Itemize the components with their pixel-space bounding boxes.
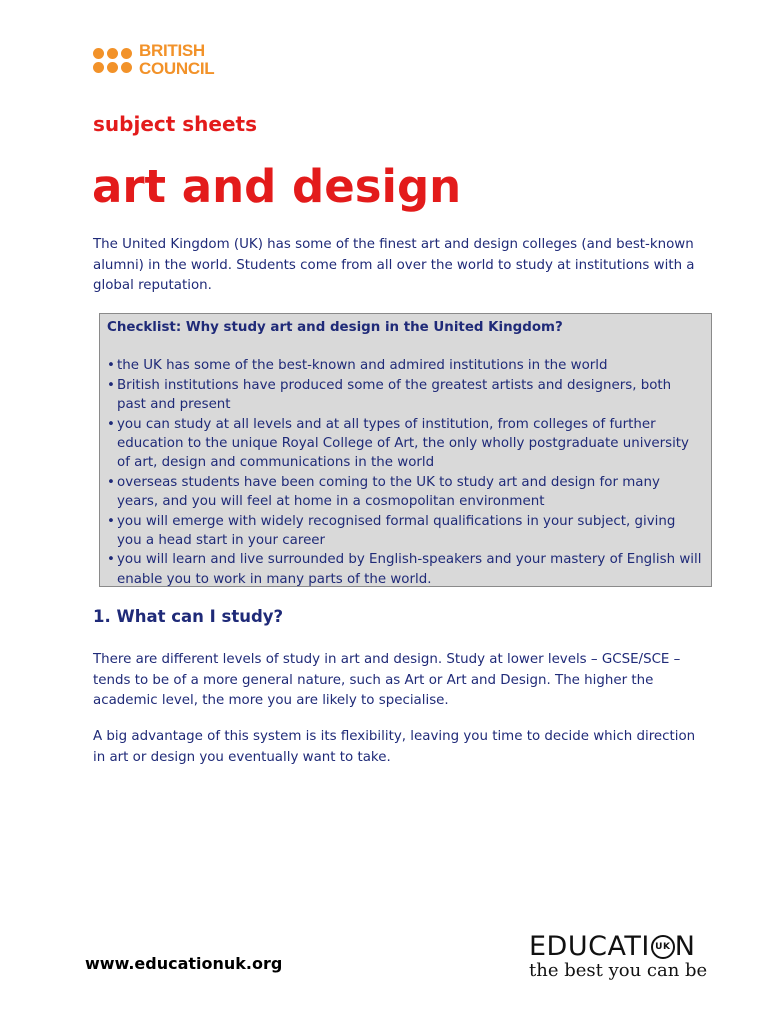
checklist-box	[99, 313, 712, 587]
section-paragraph: A big advantage of this system is its flexibility, leaving you time to decide which direction in art or design you eventually want to take.	[93, 729, 696, 765]
section-paragraph: There are different levels of study in art and design. Study at lower levels – GCSE/SCE – tends to be of a more general nature, such as Art or Art and Design. The higher the academic level, the more you are likely to specialise.	[93, 652, 681, 708]
list-item: • you will learn and live surrounded by English-speakers and your mastery of English will enable you to work in many parts of the world.	[107, 552, 702, 587]
list-item: • overseas students have been coming to the UK to study art and design for many years, and you will feel at home in a cosmopolitan environment	[107, 474, 660, 510]
page-title: art and design	[92, 160, 462, 213]
checklist-heading: Checklist: Why study art and design in the United Kingdom?	[107, 320, 563, 335]
logo-wordmark: BRITISH COUNCIL	[139, 41, 215, 78]
british-council-logo	[93, 42, 214, 78]
logo-dots-icon	[93, 48, 132, 73]
list-item: • the UK has some of the best-known and admired institutions in the world	[107, 358, 608, 374]
education-uk-logo	[529, 932, 709, 981]
checklist-list	[107, 356, 704, 589]
list-item: • British institutions have produced some of the greatest artists and designers, both past and present	[107, 377, 672, 413]
list-item: • you will emerge with widely recognised formal qualifications in your subject, giving you a head start in your career	[107, 513, 676, 549]
website-link[interactable]: www.educationuk.org	[85, 954, 283, 973]
list-item: • you can study at all levels and at all types of institution, from colleges of further education to the unique Royal College of Art, the only wholly postgraduate university of art, design and communications in the world	[107, 416, 689, 471]
page-subtitle: subject sheets	[93, 112, 257, 136]
education-wordmark: EDUCATI UK N	[529, 931, 696, 962]
tagline: the best you can be	[529, 960, 708, 981]
section-heading: 1. What can I study?	[93, 607, 284, 626]
uk-circle-icon: UK	[651, 935, 675, 959]
intro-paragraph: The United Kingdom (UK) has some of the finest art and design colleges (and best-known alumni) in the world. Students come from all over the world to study at institutions with a global reputation.	[93, 237, 695, 293]
